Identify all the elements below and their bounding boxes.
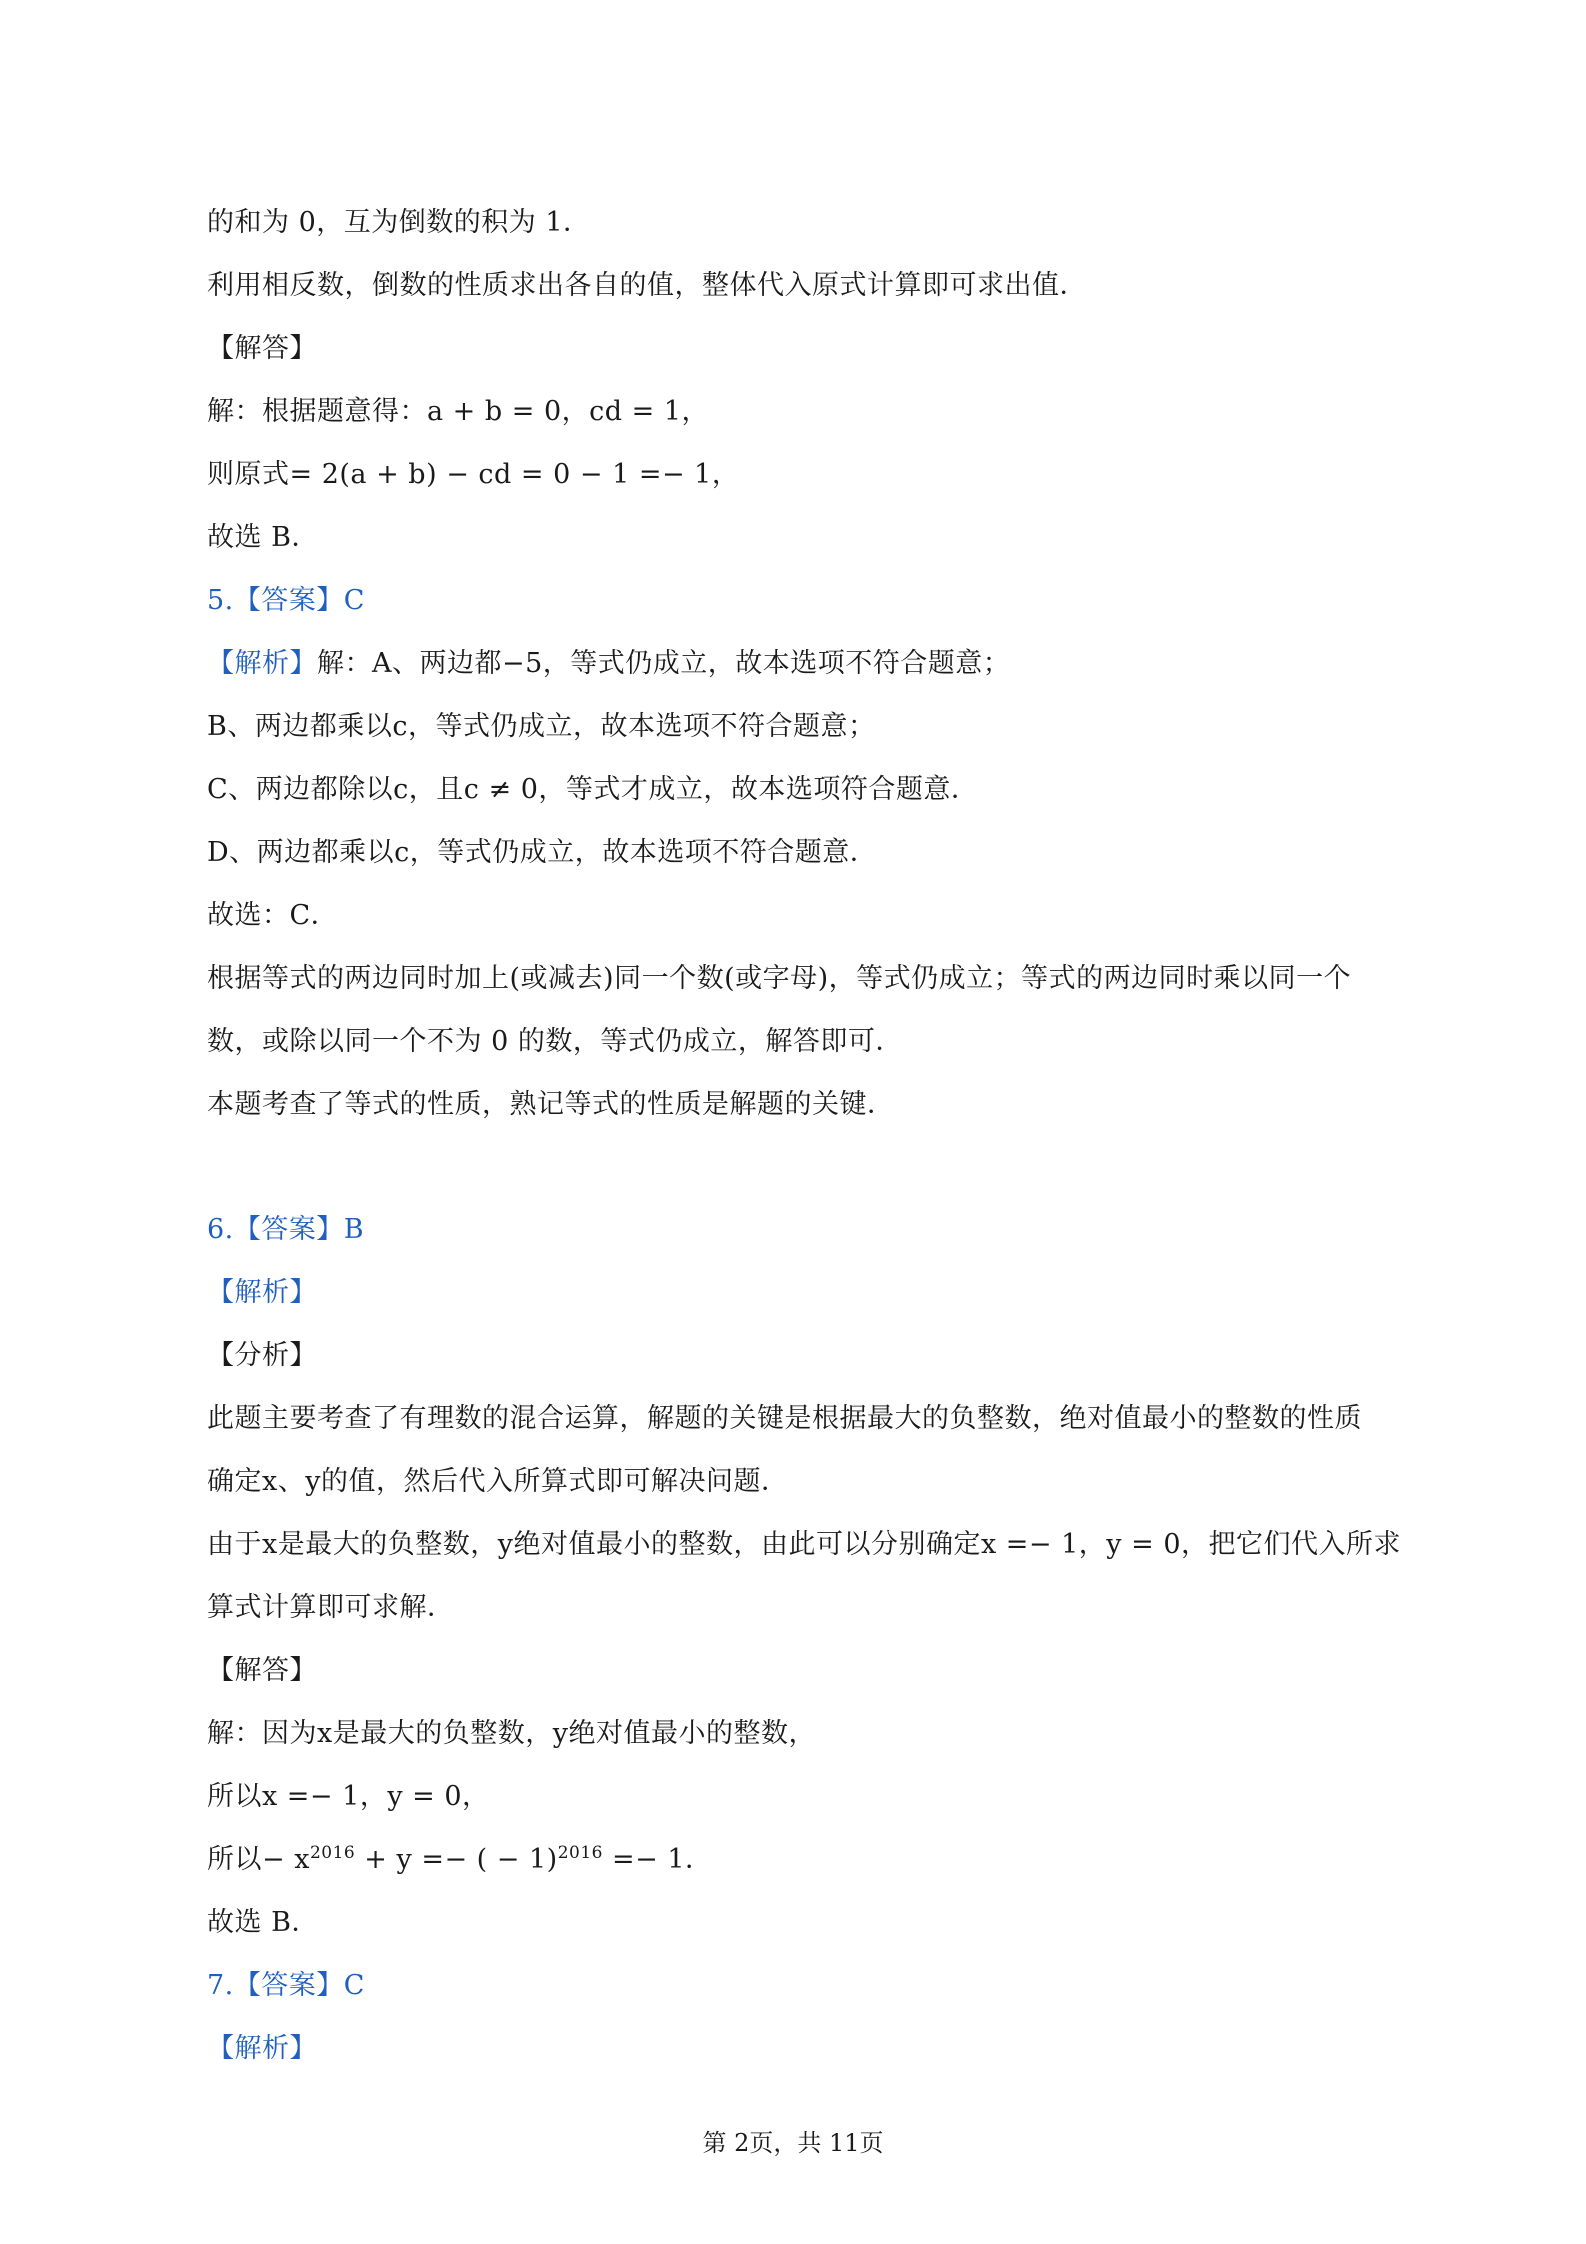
exponent: 2016 [309,1843,356,1863]
text-line: 解：A、两边都−5，等式仍成立，故本选项不符合题意； [317,648,1011,679]
text-line: 确定x、y的值，然后代入所算式即可解决问题． [207,1466,789,1497]
text-line: 解：因为x是最大的负整数，y绝对值最小的整数， [207,1718,816,1749]
text-line: B、两边都乘以c，等式仍成立，故本选项不符合题意； [207,711,876,742]
answer-heading-5: 5.【答案】C [207,585,365,616]
text-line: D、两边都乘以c，等式仍成立，故本选项不符合题意． [207,837,878,868]
text-line: 由于x是最大的负整数，y绝对值最小的整数，由此可以分别确定x =− 1，y = 0，把它们代入所求 [207,1529,1402,1560]
text-line: 故选：C． [207,900,339,931]
section-heading: 【分析】 [207,1340,317,1371]
text-line: 所以x =− 1，y = 0， [207,1781,490,1812]
answer-heading-6: 6.【答案】B [207,1214,365,1245]
text-line: 的和为 0，互为倒数的积为 1． [207,207,591,238]
text-line: 则原式= 2(a + b) − cd = 0 − 1 =− 1， [207,459,740,490]
formula-part: 所以− x [207,1844,310,1875]
section-heading: 【解答】 [207,1655,317,1686]
text-line: 故选 B． [207,522,319,553]
text-line: 算式计算即可求解． [207,1592,455,1623]
formula-part: + y =− ( − 1) [355,1844,558,1875]
text-line: 本题考查了等式的性质，熟记等式的性质是解题的关键． [207,1089,895,1120]
text-line: 利用相反数，倒数的性质求出各自的值，整体代入原式计算即可求出值． [207,270,1087,301]
analysis-tag: 【解析】 [207,1277,317,1308]
answer-heading-7: 7.【答案】C [207,1970,365,2001]
text-line: 故选 B． [207,1907,319,1938]
section-heading: 【解答】 [207,333,317,364]
exponent: 2016 [557,1843,603,1863]
text-line: 根据等式的两边同时加上(或减去)同一个数(或字母)，等式仍成立；等式的两边同时乘以同一个 [207,963,1352,994]
analysis-line [207,644,1010,684]
text-line: 解：根据题意得：a + b = 0，cd = 1， [207,396,710,427]
page-footer: 第 2页，共 11页 [702,2129,884,2157]
formula-part: =− 1． [602,1844,713,1875]
text-line: C、两边都除以c，且c ≠ 0，等式才成立，故本选项符合题意． [207,774,979,805]
analysis-tag: 【解析】 [207,648,317,679]
text-line: 数，或除以同一个不为 0 的数，等式仍成立，解答即可． [207,1026,903,1057]
analysis-tag: 【解析】 [207,2033,317,2064]
text-line: 此题主要考查了有理数的混合运算，解题的关键是根据最大的负整数，绝对值最小的整数的性质 [207,1403,1362,1434]
formula-line [207,1840,713,1880]
